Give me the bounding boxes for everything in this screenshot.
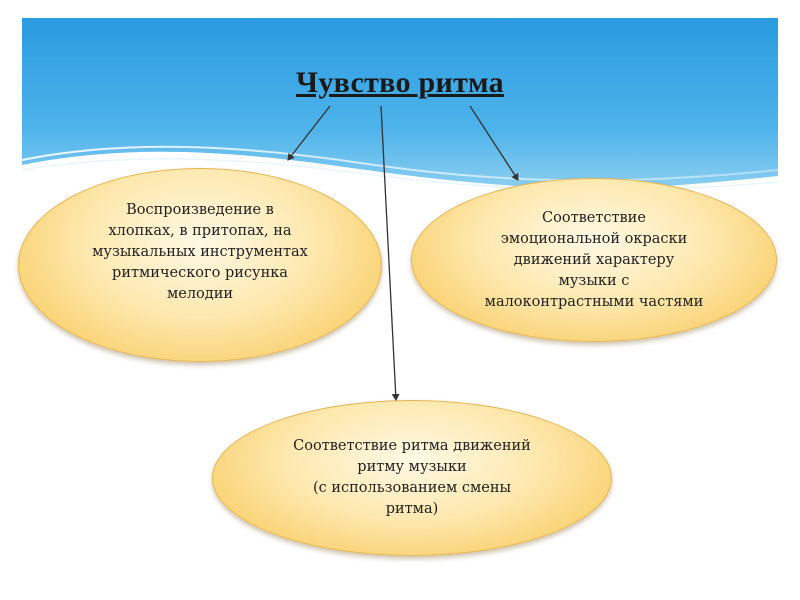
diagram-title: Чувство ритма [296, 66, 504, 99]
node-reproduction-text: Воспроизведение в хлопках, в притопах, на музыкальных инструментах ритмического рисунка мелодии [92, 201, 308, 302]
node-reproduction [18, 168, 382, 362]
node-rhythm-correspondence-text: Соответствие ритма движений ритму музыки (с использованием смены ритма) [293, 438, 531, 517]
node-emotional-correspondence-text: Соответствие эмоциональной окраски движений характеру музыки с малоконтрастными частями [484, 209, 704, 310]
node-rhythm-correspondence [212, 400, 612, 556]
node-emotional-correspondence [411, 178, 777, 342]
